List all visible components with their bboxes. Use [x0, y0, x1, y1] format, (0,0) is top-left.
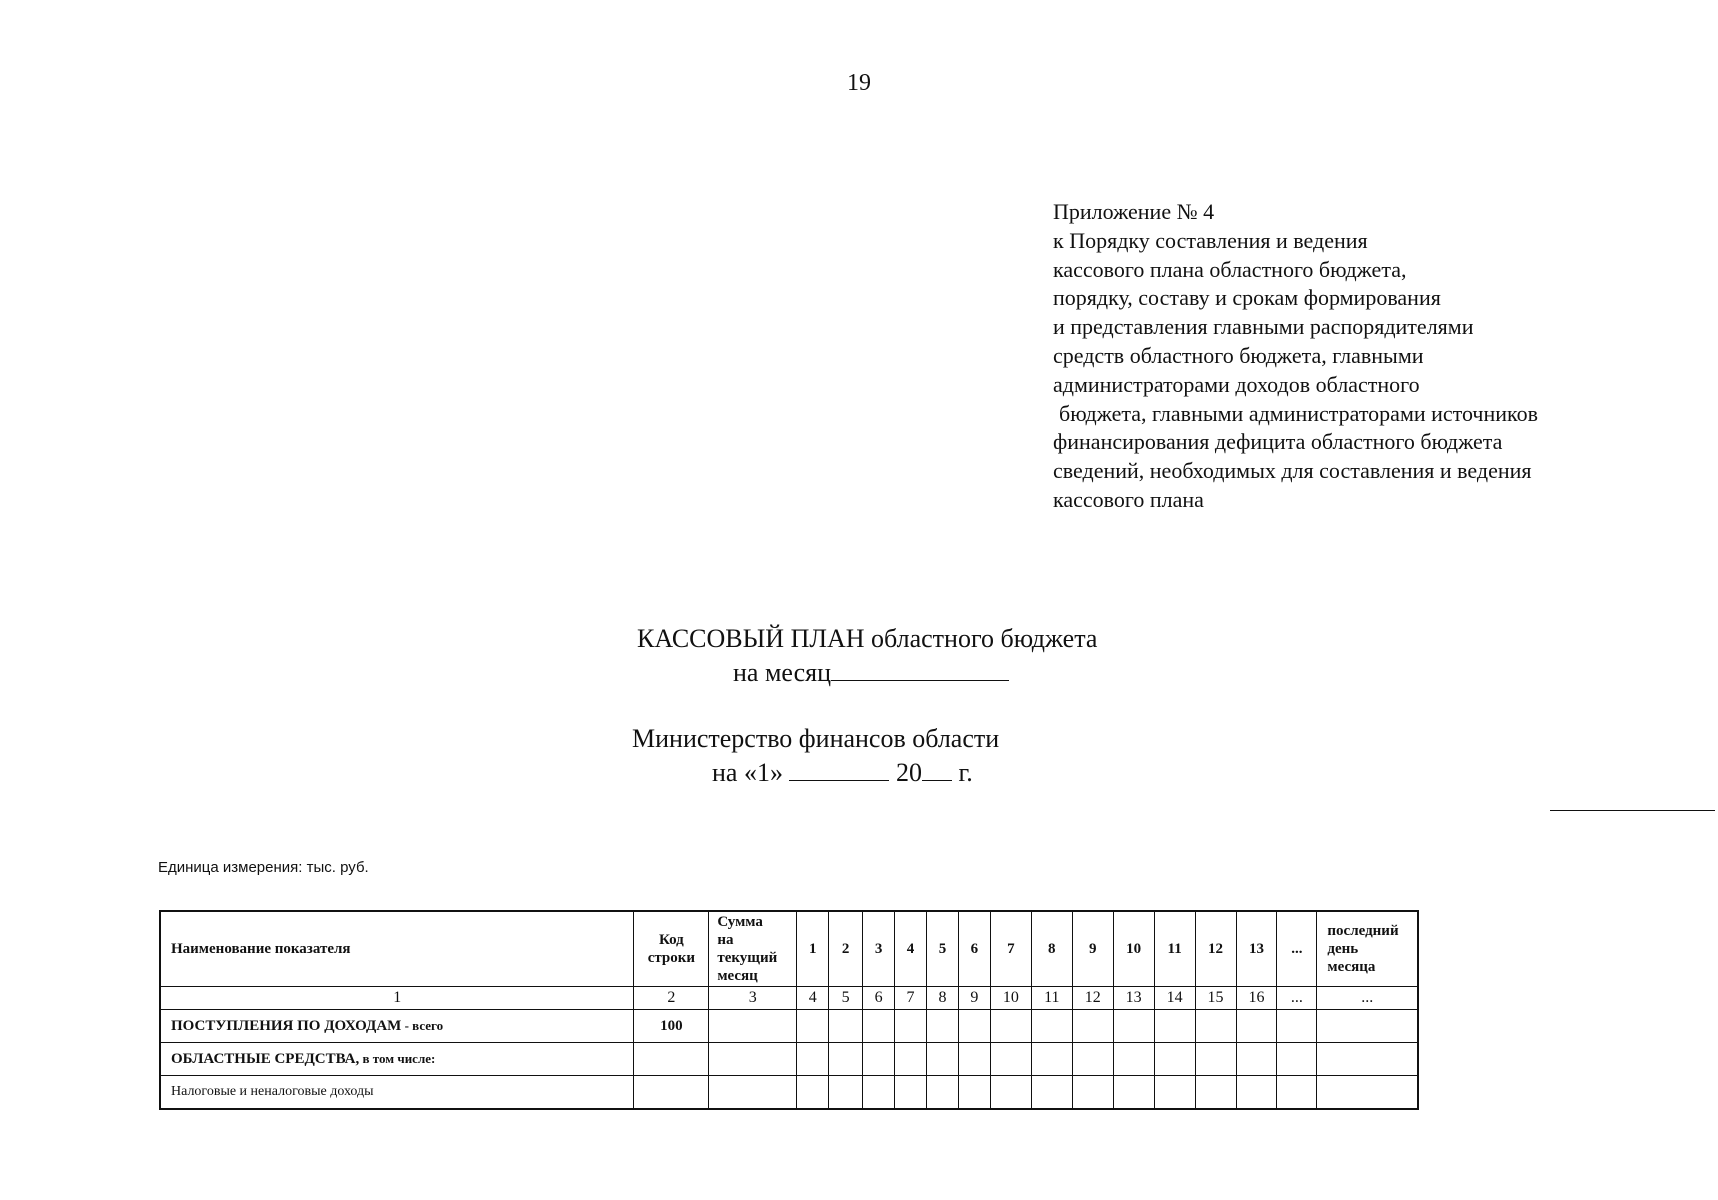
appendix-line: кассового плана областного бюджета, — [1053, 256, 1407, 282]
table-cell — [863, 1043, 895, 1076]
table-cell — [797, 1076, 829, 1110]
table-cell — [1317, 1076, 1418, 1110]
year-suffix: г. — [958, 758, 973, 787]
column-number: 10 — [990, 987, 1031, 1010]
header-sum-line: месяц — [717, 968, 758, 984]
table-cell — [1031, 1043, 1072, 1076]
header-day: 9 — [1072, 911, 1113, 987]
table-cell — [1154, 1076, 1195, 1110]
row-label — [160, 1010, 634, 1043]
header-last-line: последний — [1327, 923, 1399, 939]
header-day: 3 — [863, 911, 895, 987]
row-label-tail: - всего — [401, 1017, 444, 1033]
table-cell — [829, 1076, 863, 1110]
table-cell — [958, 1043, 990, 1076]
table-cell — [709, 1076, 797, 1110]
table-cell — [829, 1043, 863, 1076]
header-day: 13 — [1236, 911, 1277, 987]
header-day: 11 — [1154, 911, 1195, 987]
table-cell — [958, 1010, 990, 1043]
table-cell — [1113, 1043, 1154, 1076]
cash-plan-table — [159, 910, 1419, 1110]
column-number: 12 — [1072, 987, 1113, 1010]
table-cell — [895, 1076, 927, 1110]
table-header-row — [160, 911, 1418, 987]
header-sum-line: на — [717, 932, 734, 948]
date-month-blank — [789, 779, 889, 781]
appendix-line: и представления главными распорядителями — [1053, 314, 1474, 340]
column-number: ... — [1317, 987, 1418, 1010]
column-number: 7 — [895, 987, 927, 1010]
column-number: ... — [1277, 987, 1317, 1010]
table-cell — [1236, 1076, 1277, 1110]
header-sum-line: текущий — [717, 950, 778, 966]
page-number: 19 — [847, 70, 871, 96]
table-cell — [1277, 1043, 1317, 1076]
document-title: КАССОВЫЙ ПЛАН областного бюджета — [637, 624, 1098, 653]
row-label — [160, 1043, 634, 1076]
column-number: 13 — [1113, 987, 1154, 1010]
month-label: на месяц — [733, 658, 832, 687]
date-line — [712, 756, 973, 790]
row-code — [634, 1076, 709, 1110]
table-cell — [990, 1010, 1031, 1043]
appendix-note — [1053, 198, 1693, 515]
appendix-line: администраторами доходов областного — [1053, 371, 1420, 397]
table-cell — [829, 1010, 863, 1043]
appendix-line: Приложение № 4 — [1053, 199, 1215, 224]
month-line — [733, 656, 1009, 690]
row-label — [160, 1076, 634, 1110]
column-number: 3 — [709, 987, 797, 1010]
appendix-line: к Порядку составления и ведения — [1053, 227, 1368, 253]
header-day: 8 — [1031, 911, 1072, 987]
column-number: 14 — [1154, 987, 1195, 1010]
column-number-row — [160, 987, 1418, 1010]
table-cell — [1113, 1076, 1154, 1110]
column-number: 5 — [829, 987, 863, 1010]
corner-line — [1550, 810, 1715, 811]
table-cell — [927, 1043, 959, 1076]
table-cell — [895, 1043, 927, 1076]
table-cell — [927, 1076, 959, 1110]
year-blank — [922, 779, 952, 781]
table-cell — [1154, 1010, 1195, 1043]
header-day: 5 — [927, 911, 959, 987]
header-day: 10 — [1113, 911, 1154, 987]
table-cell — [709, 1010, 797, 1043]
table-row — [160, 1076, 1418, 1110]
row-label-tail: Налоговые и неналоговые доходы — [171, 1084, 374, 1099]
table-cell — [1195, 1076, 1236, 1110]
column-number: 2 — [634, 987, 709, 1010]
header-day: 7 — [990, 911, 1031, 987]
column-number: 1 — [160, 987, 634, 1010]
column-number: 15 — [1195, 987, 1236, 1010]
table-cell — [797, 1010, 829, 1043]
header-day: ... — [1277, 911, 1317, 987]
column-number: 4 — [797, 987, 829, 1010]
table-cell — [1195, 1010, 1236, 1043]
table-cell — [863, 1010, 895, 1043]
table-cell — [990, 1076, 1031, 1110]
appendix-line: порядку, составу и срокам формирования — [1053, 285, 1441, 311]
appendix-line: средств областного бюджета, главными — [1053, 342, 1424, 368]
table-row — [160, 1043, 1418, 1076]
table-cell — [1072, 1076, 1113, 1110]
header-day: 1 — [797, 911, 829, 987]
table-cell — [1277, 1010, 1317, 1043]
header-day: 12 — [1195, 911, 1236, 987]
header-day: 4 — [895, 911, 927, 987]
appendix-line: бюджета, главными администраторами источников — [1059, 400, 1539, 426]
appendix-line: сведений, необходимых для составления и ведения — [1053, 458, 1532, 484]
unit-label: Единица измерения: тыс. руб. — [158, 859, 369, 876]
table-cell — [1154, 1043, 1195, 1076]
header-day: 6 — [958, 911, 990, 987]
column-number: 6 — [863, 987, 895, 1010]
table-cell — [1031, 1010, 1072, 1043]
ministry-name: Министерство финансов области — [632, 724, 1000, 753]
month-blank — [831, 679, 1009, 681]
table-cell — [1317, 1043, 1418, 1076]
table-cell — [709, 1043, 797, 1076]
table-cell — [797, 1043, 829, 1076]
header-name: Наименование показателя — [160, 911, 634, 987]
date-label: на «1» — [712, 758, 783, 787]
table-cell — [1317, 1010, 1418, 1043]
header-code-line: Код — [658, 932, 684, 948]
column-number: 8 — [927, 987, 959, 1010]
header-sum — [709, 911, 797, 987]
column-number: 9 — [958, 987, 990, 1010]
table-cell — [1195, 1043, 1236, 1076]
table-cell — [1113, 1010, 1154, 1043]
header-last-day — [1317, 911, 1418, 987]
column-number: 16 — [1236, 987, 1277, 1010]
header-sum-line: Сумма — [717, 914, 763, 930]
table-cell — [1031, 1076, 1072, 1110]
row-code — [634, 1043, 709, 1076]
table-cell — [1236, 1010, 1277, 1043]
row-label-main: ОБЛАСТНЫЕ СРЕДСТВА, — [171, 1050, 360, 1067]
header-last-line: день — [1327, 941, 1359, 957]
header-code-line: строки — [647, 950, 696, 966]
table-cell — [863, 1076, 895, 1110]
column-number: 11 — [1031, 987, 1072, 1010]
table-cell — [1072, 1043, 1113, 1076]
table-cell — [1072, 1010, 1113, 1043]
table-cell — [895, 1010, 927, 1043]
table-cell — [958, 1076, 990, 1110]
appendix-line: финансирования дефицита областного бюджета — [1053, 429, 1503, 455]
header-day: 2 — [829, 911, 863, 987]
header-code — [634, 911, 709, 987]
row-label-main: ПОСТУПЛЕНИЯ ПО ДОХОДАМ — [171, 1017, 402, 1034]
table-cell — [1236, 1043, 1277, 1076]
table-cell — [1277, 1076, 1317, 1110]
table-row — [160, 1010, 1418, 1043]
year-label: 20 — [895, 758, 922, 787]
table-cell — [990, 1043, 1031, 1076]
row-code: 100 — [634, 1010, 709, 1043]
row-label-tail: в том числе: — [359, 1050, 436, 1066]
table-cell — [927, 1010, 959, 1043]
header-last-line: месяца — [1327, 959, 1376, 975]
appendix-line: кассового плана — [1053, 486, 1204, 512]
